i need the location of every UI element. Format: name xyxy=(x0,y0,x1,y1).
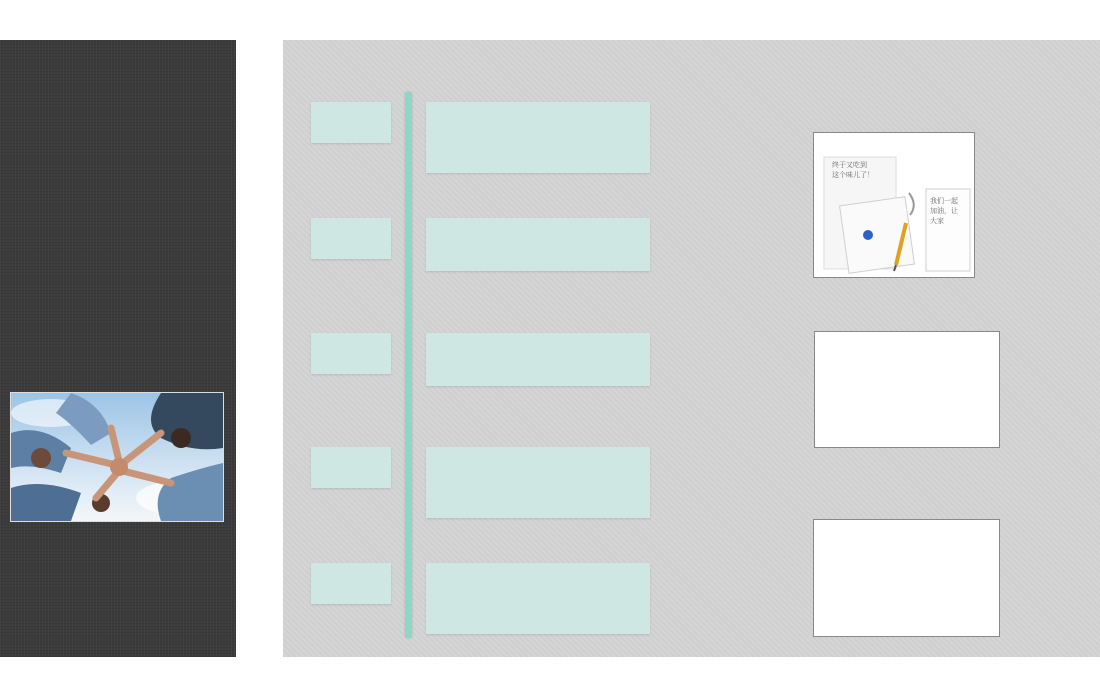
note-top-line-2: 这个味儿了！ xyxy=(832,171,874,179)
note-top-line-1: 终于又吃到 xyxy=(832,161,867,169)
event-2008-text xyxy=(426,102,650,173)
year-2008 xyxy=(311,102,391,143)
teamwork-photo xyxy=(10,392,224,522)
event-2015-text xyxy=(426,218,650,271)
year-future xyxy=(311,563,391,604)
note-right-line-3: 大家 xyxy=(930,217,944,225)
notes-illustration xyxy=(814,153,974,277)
main-panel xyxy=(283,40,1100,657)
event-future-text xyxy=(426,563,650,634)
note-right-line-2: 加油，让 xyxy=(930,207,958,215)
stage-2-card xyxy=(814,331,1000,448)
timeline-line xyxy=(405,92,412,638)
year-2018 xyxy=(311,447,391,488)
event-2018-text xyxy=(426,447,650,518)
stage-3-card xyxy=(813,519,1000,637)
year-2015 xyxy=(311,218,391,259)
note-right-line-1: 我们一起 xyxy=(930,197,958,205)
stage-1-card xyxy=(813,132,975,278)
sidebar xyxy=(0,40,236,657)
event-2017-text xyxy=(426,333,650,386)
year-2017 xyxy=(311,333,391,374)
